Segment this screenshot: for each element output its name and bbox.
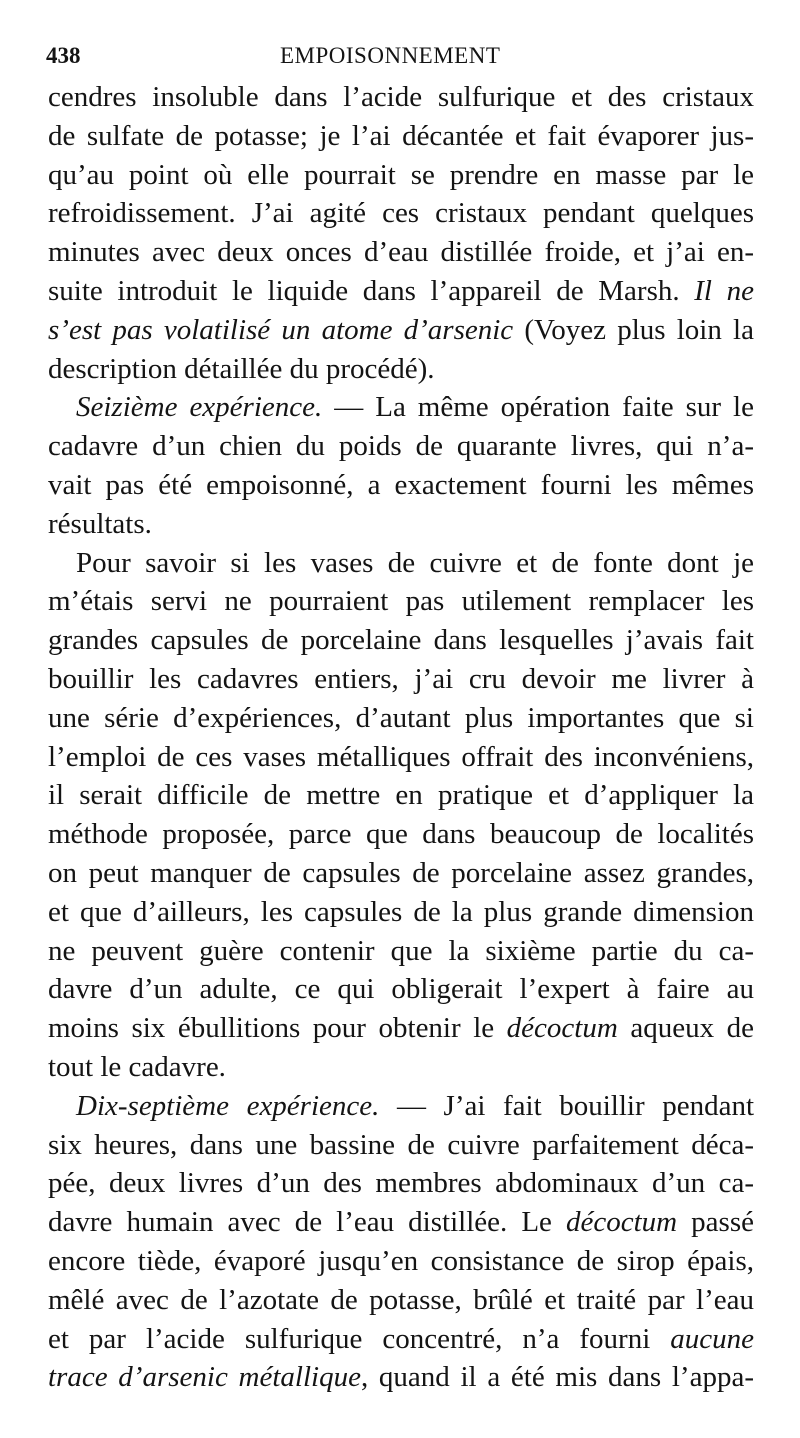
text-line (48, 466, 754, 505)
text-segment: (Voyez plus loin la (513, 313, 754, 346)
text-line (48, 893, 754, 932)
text-line (48, 1281, 754, 1320)
text-line (48, 544, 754, 583)
body-text (48, 78, 754, 1397)
text-segment: bouillir les cadavres entiers, j’ai cru devoir me livrer à (48, 662, 754, 695)
text-segment: l’emploi de ces vases métalliques offrait des inconvéniens, (48, 740, 754, 773)
text-segment: six heures, dans une bassine de cuivre parfaitement déca- (48, 1128, 754, 1161)
text-segment: de sulfate de potasse; je l’ai décantée et fait évaporer jus- (48, 119, 754, 152)
page-header (46, 36, 766, 76)
text-line (48, 427, 754, 466)
italic-text: décoctum (506, 1012, 618, 1045)
italic-text: Seizième expérience. (76, 391, 323, 424)
text-line (48, 117, 754, 156)
text-segment: on peut manquer de capsules de porcelaine assez grandes, (48, 856, 754, 889)
text-line (48, 350, 754, 389)
text-segment: — La même opération faite sur le (322, 391, 754, 424)
text-segment: m’étais servi ne pourraient pas utilement remplacer les (48, 585, 754, 618)
text-line (48, 78, 754, 117)
text-line (48, 1087, 754, 1126)
text-line (48, 505, 754, 544)
text-line (48, 932, 754, 971)
text-line (48, 156, 754, 195)
text-line (48, 1164, 754, 1203)
text-segment: davre d’un adulte, ce qui obligerait l’expert à faire au (48, 973, 754, 1006)
text-segment: pée, deux livres d’un des membres abdominaux d’un ca- (48, 1167, 754, 1200)
italic-text: trace d’arsenic métallique (48, 1361, 361, 1394)
text-segment: passé (677, 1206, 754, 1239)
text-segment: cadavre d’un chien du poids de quarante livres, qui n’a- (48, 430, 754, 463)
text-segment: tout le cadavre. (48, 1050, 226, 1083)
text-line (48, 582, 754, 621)
text-segment: qu’au point où elle pourrait se prendre en masse par le (48, 158, 754, 191)
text-line (48, 233, 754, 272)
text-line (48, 815, 754, 854)
text-line (48, 1242, 754, 1281)
text-segment: davre humain avec de l’eau distillée. Le (48, 1206, 566, 1239)
text-line (48, 854, 754, 893)
page-number: 438 (46, 43, 81, 68)
text-line (48, 388, 754, 427)
text-segment: description détaillée du procédé). (48, 352, 435, 385)
text-line (48, 970, 754, 1009)
text-segment: vait pas été empoisonné, a exactement fourni les mêmes (48, 468, 754, 501)
text-line (48, 311, 754, 350)
text-segment: aqueux de (617, 1012, 754, 1045)
text-segment: méthode proposée, parce que dans beaucoup de localités (48, 818, 754, 851)
text-line (48, 1203, 754, 1242)
text-segment: , quand il a été mis dans l’appa- (360, 1361, 754, 1394)
text-segment: moins six ébullitions pour obtenir le (48, 1012, 507, 1045)
italic-text: s’est pas volatilisé un atome d’arsenic (48, 313, 514, 346)
italic-text: aucune (670, 1322, 754, 1355)
italic-text: Il ne (694, 274, 754, 307)
text-line (48, 1358, 754, 1397)
running-title: EMPOISONNEMENT (280, 43, 501, 68)
text-line (48, 272, 754, 311)
text-segment: encore tiède, évaporé jusqu’en consistance de sirop épais, (48, 1244, 754, 1277)
text-line (48, 660, 754, 699)
text-segment: une série d’expériences, d’autant plus importantes que si (48, 701, 754, 734)
text-segment: résultats. (48, 507, 152, 540)
italic-text: décoctum (565, 1206, 678, 1239)
text-segment: suite introduit le liquide dans l’appareil de Marsh. (48, 274, 695, 307)
text-segment: grandes capsules de porcelaine dans lesquelles j’avais fait (48, 624, 754, 657)
text-line (48, 776, 754, 815)
text-line (48, 1009, 754, 1048)
text-segment: cendres insoluble dans l’acide sulfurique et des cristaux (48, 81, 754, 113)
text-segment: mêlé avec de l’azotate de potasse, brûlé et traité par l’eau (48, 1283, 754, 1316)
text-line (48, 699, 754, 738)
text-line (48, 1048, 754, 1087)
text-line (48, 1126, 754, 1165)
text-line (48, 1320, 754, 1359)
text-segment: ne peuvent guère contenir que la sixième partie du ca- (48, 934, 754, 967)
text-line (48, 194, 754, 233)
text-segment: et par l’acide sulfurique concentré, n’a fourni (48, 1322, 671, 1355)
text-line (48, 621, 754, 660)
text-segment: et que d’ailleurs, les capsules de la plus grande dimension (48, 895, 754, 928)
italic-text: Dix-septième expérience. (76, 1089, 380, 1122)
text-segment: minutes avec deux onces d’eau distillée froide, et j’ai en- (48, 236, 754, 269)
text-line (48, 738, 754, 777)
text-segment: Pour savoir si les vases de cuivre et de fonte dont je (76, 546, 754, 579)
text-segment: il serait difficile de mettre en pratique et d’appliquer la (48, 779, 754, 812)
text-segment: — J’ai fait bouillir pendant (379, 1089, 754, 1122)
text-segment: refroidissement. J’ai agité ces cristaux pendant quelques (48, 197, 754, 230)
